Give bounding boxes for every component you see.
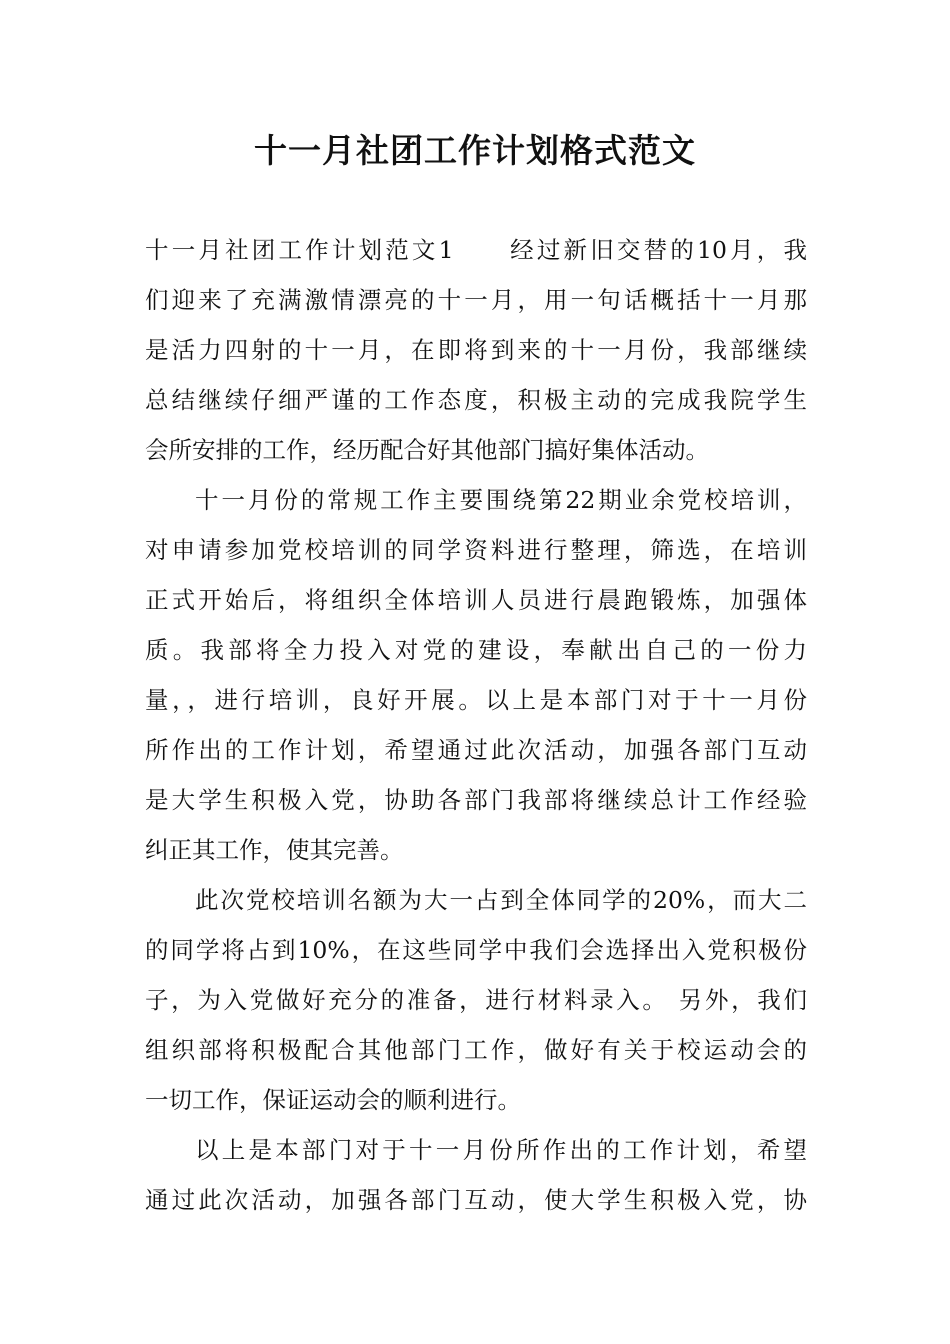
text-line: 十一月社团工作计划范文1 经过新旧交替的10月，我: [145, 236, 807, 264]
text-line: 是大学生积极入党，协助各部门我部将继续总计工作经验: [145, 786, 807, 814]
text-line: 此次党校培训名额为大一占到全体同学的20%，而大二: [195, 886, 807, 914]
text-line: 对申请参加党校培训的同学资料进行整理，筛选，在培训: [145, 536, 807, 564]
text-line: 的同学将占到10%，在这些同学中我们会选择出入党积极份: [145, 936, 807, 964]
text-line: 组织部将积极配合其他部门工作，做好有关于校运动会的: [145, 1036, 807, 1064]
paragraph-1: [145, 225, 807, 475]
text-line: 以上是本部门对于十一月份所作出的工作计划，希望: [195, 1136, 807, 1164]
text-line: 通过此次活动，加强各部门互动，使大学生积极入党，协: [145, 1186, 807, 1214]
document-title: 十一月社团工作计划格式范文: [254, 131, 696, 170]
text-line: 质。我部将全力投入对党的建设，奉献出自己的一份力: [145, 636, 807, 664]
text-line: 所作出的工作计划，希望通过此次活动，加强各部门互动: [145, 736, 807, 764]
paragraph-4: [145, 1125, 807, 1225]
text-line: 正式开始后，将组织全体培训人员进行晨跑锻炼，加强体: [145, 586, 807, 614]
document-body: [145, 225, 807, 1225]
text-line: 十一月份的常规工作主要围绕第22期业余党校培训，: [195, 486, 807, 514]
text-line: 是活力四射的十一月，在即将到来的十一月份，我部继续: [145, 336, 807, 364]
text-line: 子，为入党做好充分的准备，进行材料录入。 另外，我们: [145, 986, 807, 1014]
text-line: 纠正其工作，使其完善。: [145, 836, 404, 864]
paragraph-3: [145, 875, 807, 1125]
text-line: 一切工作，保证运动会的顺利进行。: [145, 1086, 521, 1114]
paragraph-2: [145, 475, 807, 875]
text-line: 量，，进行培训，良好开展。以上是本部门对于十一月份: [145, 686, 807, 714]
text-line: 总结继续仔细严谨的工作态度，积极主动的完成我院学生: [145, 386, 807, 414]
text-line: 会所安排的工作，经历配合好其他部门搞好集体活动。: [145, 436, 709, 464]
text-line: 们迎来了充满激情漂亮的十一月，用一句话概括十一月那: [145, 286, 807, 314]
